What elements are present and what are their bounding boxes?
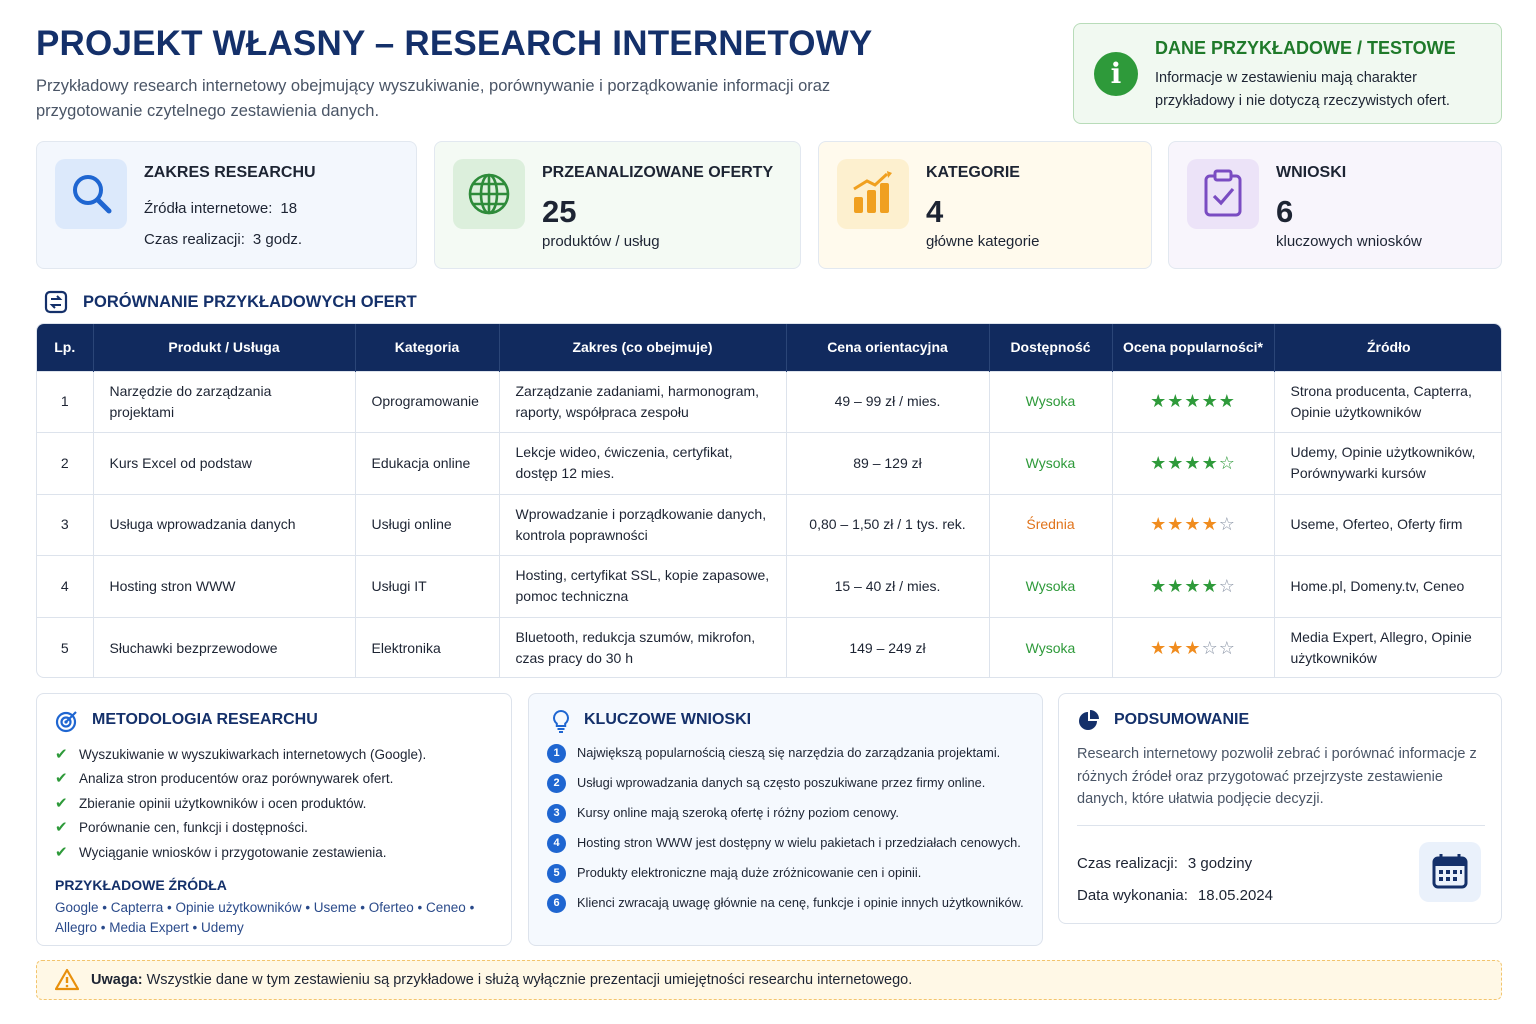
card-title: KATEGORIE <box>926 164 1020 181</box>
col-availability: Dostępność <box>989 324 1112 371</box>
check-icon: ✔ <box>55 745 68 763</box>
card-value: 25 <box>542 194 577 229</box>
compare-icon <box>44 290 68 314</box>
cell-product: Słuchawki bezprzewodowe <box>93 617 355 678</box>
cell-lp: 1 <box>37 371 93 433</box>
cell-source: Media Expert, Allegro, Opinie użytkowników <box>1290 629 1472 666</box>
number-badge: 2 <box>547 774 566 793</box>
sample-data-notice <box>1073 23 1502 124</box>
cell-availability: Wysoka <box>989 371 1112 433</box>
clipboard-check-icon <box>1187 159 1259 229</box>
cell-availability: Wysoka <box>989 433 1112 495</box>
key-conclusions-panel <box>528 693 1043 946</box>
cell-source: Home.pl, Domeny.tv, Ceneo <box>1290 577 1465 594</box>
col-category: Kategoria <box>355 324 499 371</box>
warning-icon <box>55 968 79 992</box>
number-badge: 3 <box>547 804 566 823</box>
warning-text: Uwaga: Wszystkie dane w tym zestawieniu są przykładowe i służą wyłącznie prezentacji umiejętności researchu internetowego. <box>91 972 913 988</box>
cell-scope: Lekcje wideo, ćwiczenia, certyfikat, dostęp 12 mies. <box>499 433 786 495</box>
cell-category: Edukacja online <box>355 433 499 495</box>
list-item: 5 Produkty elektroniczne mają duże zróżnicowanie cen i opinii. <box>547 862 1024 892</box>
comparison-table <box>36 323 1502 678</box>
bar-chart-icon <box>837 159 909 229</box>
number-badge: 6 <box>547 894 566 913</box>
star-rating: ★★★★☆ <box>1112 494 1274 556</box>
cell-price: 89 – 129 zł <box>786 433 989 495</box>
star-rating: ★★★☆☆ <box>1112 617 1274 678</box>
cell-lp: 3 <box>37 494 93 556</box>
table-row <box>37 617 1502 678</box>
methodology-title: METODOLOGIA RESEARCHU <box>92 711 318 728</box>
check-icon: ✔ <box>55 793 68 812</box>
summary-title: PODSUMOWANIE <box>1114 711 1250 728</box>
list-item: ✔ Wyszukiwanie w wyszukiwarkach internetowych (Google). <box>55 745 427 763</box>
info-icon: i <box>1094 52 1138 96</box>
cell-lp: 4 <box>37 556 93 618</box>
cell-price: 49 – 99 zł / mies. <box>786 371 989 433</box>
cell-price: 149 – 249 zł <box>786 617 989 678</box>
star-rating: ★★★★★ <box>1112 371 1274 433</box>
search-icon <box>55 159 127 229</box>
list-item: 2 Usługi wprowadzania danych są często poszukiwane przez firmy online. <box>547 772 1024 802</box>
col-source: Źródło <box>1366 339 1411 356</box>
list-item: ✔ Wyciąganie wniosków i przygotowanie zestawienia. <box>55 842 387 861</box>
comparison-title: PORÓWNANIE PRZYKŁADOWYCH OFERT <box>83 293 417 311</box>
card-analyzed-offers <box>434 141 801 269</box>
col-product: Produkt / Usługa <box>93 324 355 371</box>
cell-product: Narzędzie do zarządzania projektami <box>93 371 355 433</box>
col-price: Cena orientacyjna <box>786 324 989 371</box>
list-item: ✔ Zbieranie opinii użytkowników i ocen produktów. <box>55 793 367 812</box>
table-row <box>37 371 1502 433</box>
cell-product: Usługa wprowadzania danych <box>93 494 355 556</box>
summary-panel <box>1058 693 1502 924</box>
time-row: Czas realizacji: 3 godz. <box>144 231 303 248</box>
cell-availability: Wysoka <box>989 617 1112 678</box>
notice-title: DANE PRZYKŁADOWE / TESTOWE <box>1155 38 1456 58</box>
warning-banner <box>36 960 1502 1000</box>
list-item: 3 Kursy online mają szeroką ofertę i różny poziom cenowy. <box>547 802 1024 832</box>
cell-category: Elektronika <box>355 617 499 678</box>
card-subtitle: produktów / usług <box>542 233 660 250</box>
card-subtitle: główne kategorie <box>926 233 1040 250</box>
list-item: 1 Największą popularnością cieszą się narzędzia do zarządzania projektami. <box>547 742 1024 772</box>
card-value: 6 <box>1276 194 1294 229</box>
cell-lp: 2 <box>37 433 93 495</box>
list-item: ✔ Porównanie cen, funkcji i dostępności. <box>55 818 308 837</box>
sources-title: PRZYKŁADOWE ŹRÓDŁA <box>55 877 227 893</box>
cell-scope: Bluetooth, redukcja szumów, mikrofon, czas pracy do 30 h <box>499 617 786 678</box>
card-research-scope <box>36 141 417 269</box>
target-icon <box>55 709 79 733</box>
list-item: 6 Klienci zwracają uwagę głównie na cenę, funkcje i opinie innych użytkowników. <box>547 892 1024 922</box>
star-rating: ★★★★☆ <box>1112 556 1274 618</box>
cell-category: Oprogramowanie <box>355 371 499 433</box>
col-scope: Zakres (co obejmuje) <box>499 324 786 371</box>
table-row <box>37 433 1502 495</box>
cell-scope: Zarządzanie zadaniami, harmonogram, raporty, współpraca zespołu <box>499 371 786 433</box>
page-subtitle: Przykładowy research internetowy obejmujący wyszukiwanie, porównywanie i porządkowanie informacji oraz przygotowanie czytelnego zestawienia danych. <box>36 77 831 120</box>
summary-text: Research internetowy pozwolił zebrać i porównać informacje z różnych źródeł oraz przygotować przejrzyste zestawienie danych, które ułatwia podjęcie decyzji. <box>1077 746 1477 807</box>
check-icon: ✔ <box>55 842 68 861</box>
page-title: PROJEKT WŁASNY – RESEARCH INTERNETOWY <box>36 24 873 63</box>
methodology-list <box>55 744 426 866</box>
notice-text: Informacje w zestawieniu mają charakter przykładowy i nie dotyczą rzeczywistych ofert. <box>1155 70 1450 109</box>
sources-text: Google • Capterra • Opinie użytkowników • Useme • Oferteo • Ceneo • Allegro • Media Expert • Udemy <box>55 900 475 935</box>
cell-availability: Wysoka <box>989 556 1112 618</box>
card-conclusions <box>1168 141 1502 269</box>
cell-category: Usługi online <box>355 494 499 556</box>
cell-lp: 5 <box>37 617 93 678</box>
cell-source: Udemy, Opinie użytkowników, Porównywarki kursów <box>1290 444 1476 482</box>
table-header-row <box>37 324 1502 371</box>
cell-product: Hosting stron WWW <box>93 556 355 618</box>
globe-icon <box>453 159 525 229</box>
card-title: PRZEANALIZOWANE OFERTY <box>542 164 774 181</box>
star-rating: ★★★★☆ <box>1112 433 1274 495</box>
card-title: WNIOSKI <box>1276 164 1347 181</box>
cell-source: Useme, Oferteo, Oferty firm <box>1290 516 1463 533</box>
calendar-icon <box>1419 842 1481 902</box>
conclusions-title: KLUCZOWE WNIOSKI <box>584 711 752 728</box>
methodology-panel <box>36 693 512 946</box>
table-row <box>37 494 1502 556</box>
summary-time: Czas realizacji: 3 godziny <box>1077 855 1253 872</box>
sources-count-row: Źródła internetowe: 18 <box>144 200 298 217</box>
card-subtitle: kluczowych wniosków <box>1276 233 1422 250</box>
cell-price: 15 – 40 zł / mies. <box>786 556 989 618</box>
lightbulb-icon <box>549 709 573 733</box>
summary-date: Data wykonania: 18.05.2024 <box>1077 887 1273 904</box>
list-item: ✔ Analiza stron producentów oraz porównywarek ofert. <box>55 769 394 788</box>
divider <box>1077 825 1485 826</box>
cell-availability: Średnia <box>989 494 1112 556</box>
list-item: 4 Hosting stron WWW jest dostępny w wielu pakietach i przedziałach cenowych. <box>547 832 1024 862</box>
cell-product: Kurs Excel od podstaw <box>93 433 355 495</box>
card-title: ZAKRES RESEARCHU <box>144 164 316 181</box>
conclusions-list <box>547 742 1024 922</box>
col-rating: Ocena popularności* <box>1112 324 1274 371</box>
cell-category: Usługi IT <box>355 556 499 618</box>
number-badge: 4 <box>547 834 566 853</box>
cell-source: Strona producenta, Capterra, Opinie użytkowników <box>1290 382 1472 420</box>
cell-scope: Hosting, certyfikat SSL, kopie zapasowe, pomoc techniczna <box>499 556 786 618</box>
pie-chart-icon <box>1077 709 1101 733</box>
cell-price: 0,80 – 1,50 zł / 1 tys. rek. <box>786 494 989 556</box>
table-row <box>37 556 1502 618</box>
col-lp: Lp. <box>37 324 93 371</box>
check-icon: ✔ <box>55 769 68 788</box>
card-categories <box>818 141 1152 269</box>
card-value: 4 <box>926 194 944 229</box>
check-icon: ✔ <box>55 818 68 837</box>
number-badge: 5 <box>547 864 566 883</box>
number-badge: 1 <box>547 744 566 763</box>
cell-scope: Wprowadzanie i porządkowanie danych, kontrola poprawności <box>499 494 786 556</box>
